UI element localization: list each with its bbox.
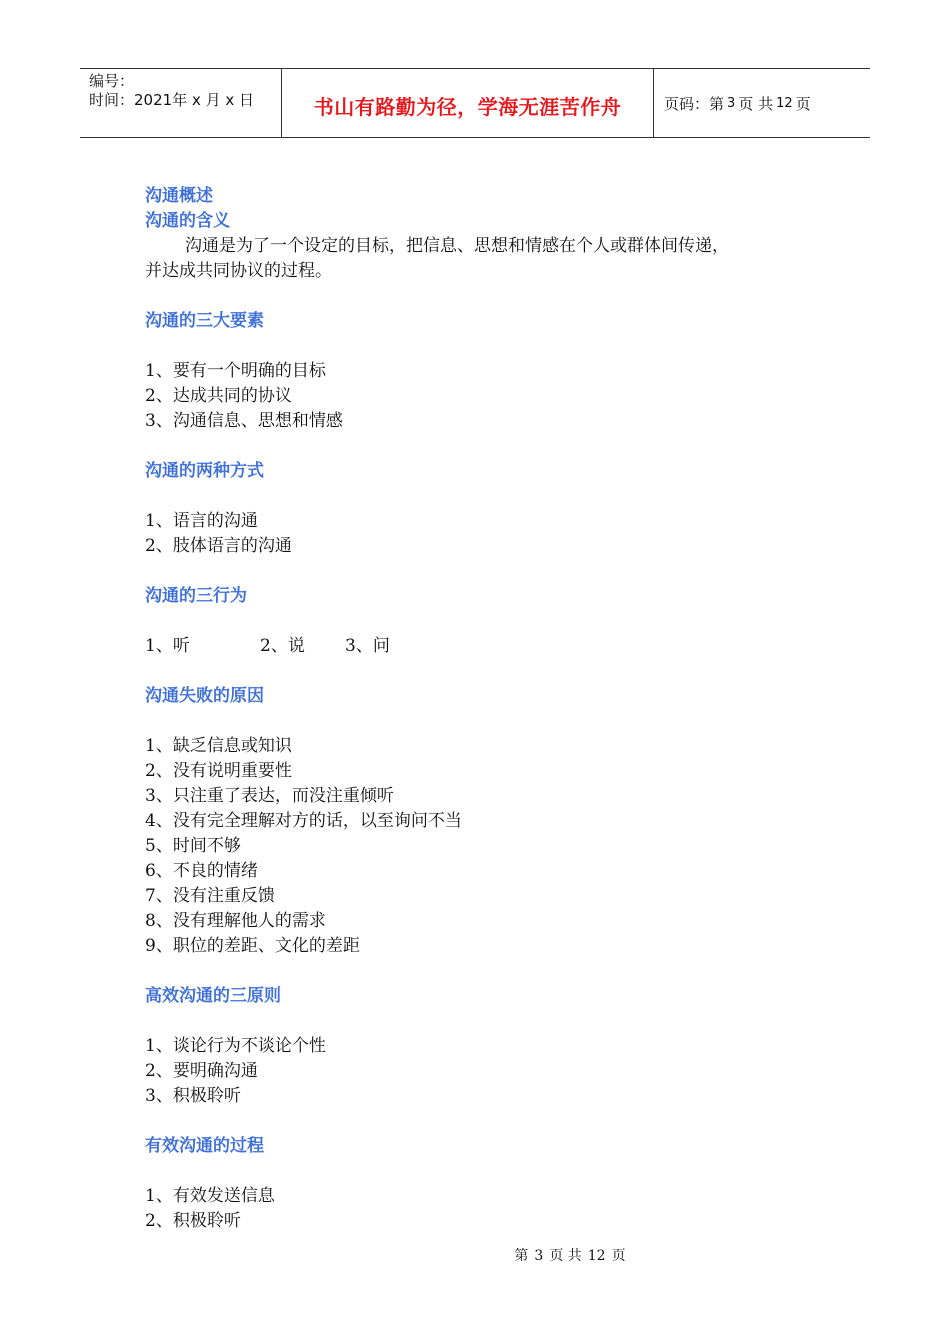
list-item: 2、肢体语言的沟通: [145, 536, 292, 556]
page-mid: 页 共: [738, 94, 774, 113]
list-item: 2、达成共同的协议: [145, 386, 292, 406]
page-suffix: 页: [795, 94, 811, 113]
list-item: 1、语言的沟通: [145, 511, 258, 531]
header-meta-cell: [80, 69, 282, 137]
heading-meaning: 沟通的含义: [145, 211, 230, 231]
list-item: 2、要明确沟通: [145, 1061, 258, 1081]
footer-page-total: 12: [587, 1248, 606, 1264]
date-line: [89, 91, 281, 110]
meaning-line-1: 沟通是为了一个设定的目标，把信息、思想和情感在个人或群体间传递，: [185, 236, 729, 256]
date-year: 2021: [134, 91, 173, 109]
page-prefix: 页码：第: [664, 94, 725, 113]
page-total: 12: [776, 95, 793, 111]
number-label: 编号：: [89, 72, 135, 90]
footer-page-number: 3: [534, 1248, 544, 1264]
list-item: 3、沟通信息、思想和情感: [145, 411, 343, 431]
heading-elements: 沟通的三大要素: [145, 311, 264, 331]
heading-modes: 沟通的两种方式: [145, 461, 264, 481]
heading-process: 有效沟通的过程: [145, 1136, 264, 1156]
heading-behaviors: 沟通的三行为: [145, 586, 247, 606]
list-item: 3、问: [345, 636, 390, 656]
footer-post: 页: [611, 1248, 626, 1264]
list-item: 2、说: [260, 636, 305, 656]
motto-cell: [282, 69, 654, 137]
section-title: 沟通概述: [145, 186, 213, 206]
date-rest: 年 x 月 x 日: [172, 91, 255, 109]
list-item: 1、要有一个明确的目标: [145, 361, 326, 381]
page-number: 3: [727, 95, 736, 111]
list-item: 4、没有完全理解对方的话，以至询问不当: [145, 811, 462, 831]
footer-mid: 页 共: [549, 1248, 582, 1264]
meaning-line-2: 并达成共同协议的过程。: [145, 261, 332, 281]
document-body: [145, 184, 825, 1234]
header-table: [80, 68, 870, 138]
page-info-cell: [654, 69, 870, 137]
heading-principles: 高效沟通的三原则: [145, 986, 281, 1006]
list-item: 2、积极聆听: [145, 1211, 241, 1231]
page-footer: [0, 1245, 950, 1265]
list-item: 1、有效发送信息: [145, 1186, 275, 1206]
list-item: 2、没有说明重要性: [145, 761, 292, 781]
list-item: 6、不良的情绪: [145, 861, 258, 881]
list-item: 9、职位的差距、文化的差距: [145, 936, 360, 956]
list-item: 3、积极聆听: [145, 1086, 241, 1106]
list-item: 1、听: [145, 636, 190, 656]
list-item: 1、缺乏信息或知识: [145, 736, 292, 756]
heading-failures: 沟通失败的原因: [145, 686, 264, 706]
motto-text: 书山有路勤为径，学海无涯苦作舟: [313, 94, 622, 119]
list-item: 3、只注重了表达，而没注重倾听: [145, 786, 394, 806]
behaviors-row: [145, 634, 825, 659]
list-item: 8、没有理解他人的需求: [145, 911, 326, 931]
time-label: 时间：: [89, 91, 135, 109]
footer-pre: 第: [514, 1248, 529, 1264]
list-item: 5、时间不够: [145, 836, 241, 856]
list-item: 1、谈论行为不谈论个性: [145, 1036, 326, 1056]
list-item: 7、没有注重反馈: [145, 886, 275, 906]
